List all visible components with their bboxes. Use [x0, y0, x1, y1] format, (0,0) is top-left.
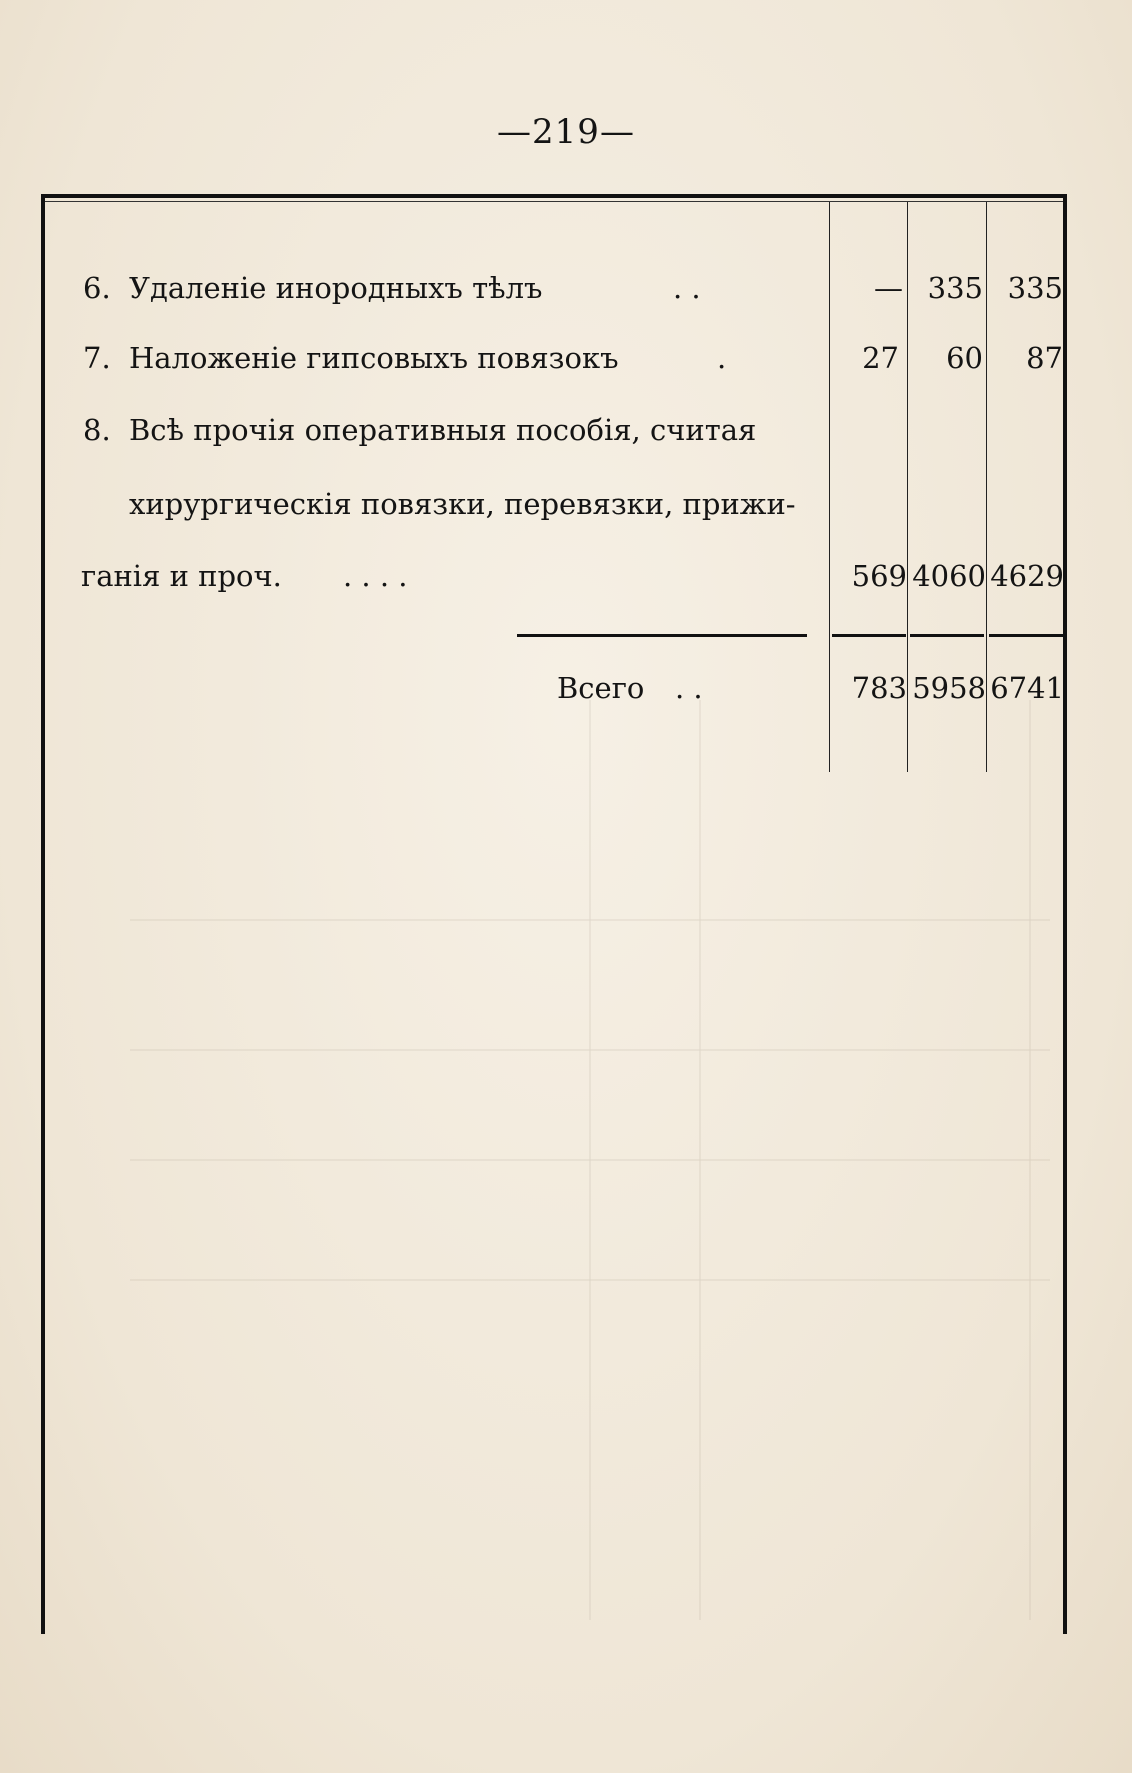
total-col1: 783 [851, 671, 907, 705]
table-left-rule [41, 194, 45, 1634]
table-right-rule [1063, 194, 1067, 1634]
page-number: —219— [497, 112, 635, 152]
row-number: 8. [83, 413, 111, 447]
cell-col1: 569 [851, 559, 907, 593]
sum-rule [910, 634, 984, 637]
row-leader: . [717, 341, 727, 375]
cell-col1: 27 [862, 341, 899, 375]
table-frame [41, 194, 1066, 1634]
cell-col2: 335 [927, 271, 983, 305]
row-label: Наложеніе гипсовыхъ повязокъ [129, 341, 619, 375]
row-label-line3: ганія и проч. [81, 559, 282, 593]
table-top-rule-thin [41, 201, 1066, 202]
sum-rule [989, 634, 1063, 637]
row-label-line2: хирургическія повязки, перевязки, прижи- [129, 487, 796, 521]
row-number: 6. [83, 271, 111, 305]
row-label-line1: Всѣ прочія оперативныя пособія, считая [129, 413, 757, 447]
cell-col3: 4629 [990, 559, 1064, 593]
total-col2: 5958 [912, 671, 986, 705]
cell-col2: 4060 [912, 559, 986, 593]
cell-col3: 335 [1007, 271, 1063, 305]
total-leader: . . [675, 671, 703, 705]
total-col3: 6741 [990, 671, 1064, 705]
cell-col3: 87 [1026, 341, 1063, 375]
cell-col1: — [874, 271, 903, 305]
row-leader: . . [673, 271, 701, 305]
total-label: Всего [557, 671, 645, 705]
sum-rule [517, 634, 807, 637]
row-leader: . . . . [343, 559, 408, 593]
table-top-rule [41, 194, 1066, 198]
row-label: Удаленіе инородныхъ тѣлъ [129, 271, 543, 305]
cell-col2: 60 [946, 341, 983, 375]
row-number: 7. [83, 341, 111, 375]
sum-rule [832, 634, 906, 637]
